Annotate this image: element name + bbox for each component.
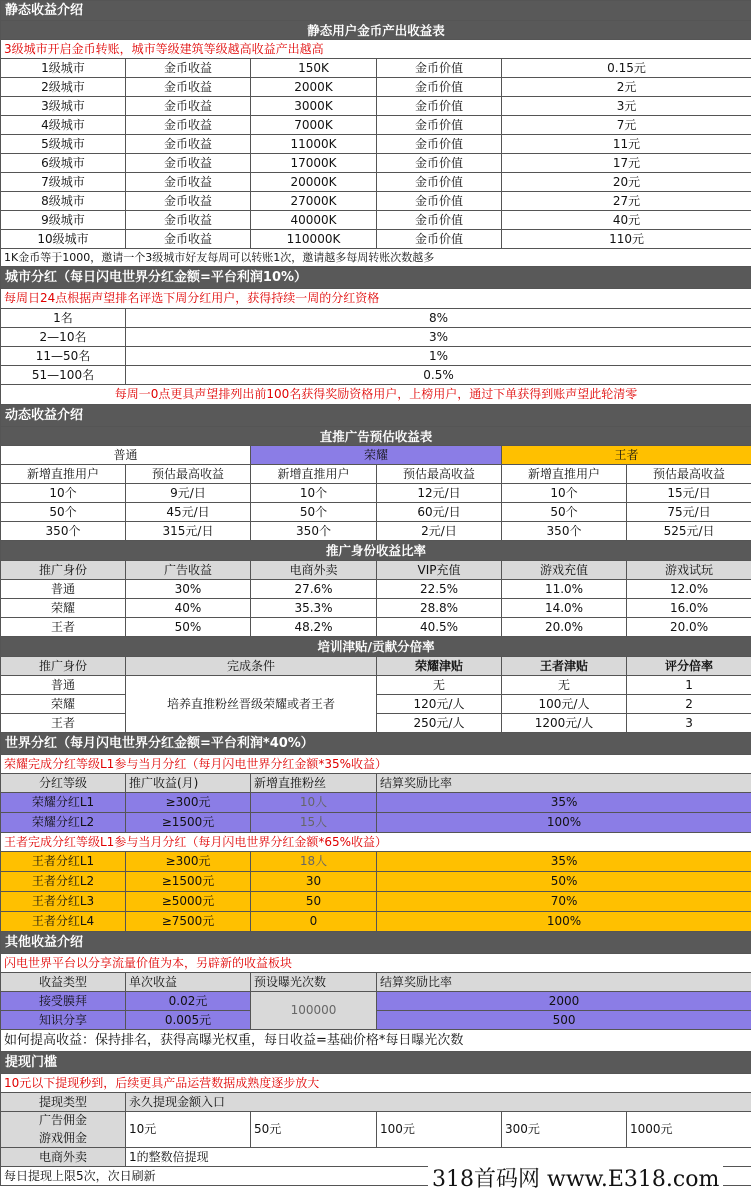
training-header: 荣耀津贴 bbox=[377, 657, 502, 676]
training-cell: 100元/人 bbox=[502, 695, 627, 714]
value-label: 金币价值 bbox=[377, 97, 502, 116]
col-max-income: 预估最高收益 bbox=[126, 465, 251, 484]
gold-label: 金币收益 bbox=[126, 59, 251, 78]
new-direct-value: 10个 bbox=[1, 484, 126, 503]
gold-value: 7元 bbox=[502, 116, 751, 135]
city-level: 4级城市 bbox=[1, 116, 126, 135]
dividend-header: 结算奖励比率 bbox=[377, 774, 751, 793]
ratio-header: 广告收益 bbox=[126, 561, 251, 580]
dividend-level: 荣耀分红L2 bbox=[1, 813, 126, 833]
dividend-income: ≥300元 bbox=[126, 793, 251, 813]
training-cell: 120元/人 bbox=[377, 695, 502, 714]
king-dividend-rows bbox=[1, 852, 751, 932]
dividend-ratio: 50% bbox=[377, 872, 751, 892]
city-dividend-heading: 城市分红（每日闪电世界分红金额=平台利润10%） bbox=[1, 267, 751, 289]
value-label: 金币价值 bbox=[377, 192, 502, 211]
training-cell: 1 bbox=[627, 676, 751, 695]
dividend-ratio: 35% bbox=[377, 793, 751, 813]
max-income-value: 525元/日 bbox=[627, 522, 751, 541]
withdraw-amount: 10元 bbox=[126, 1112, 251, 1148]
dividend-income: ≥7500元 bbox=[126, 912, 251, 932]
table-row bbox=[1, 618, 751, 637]
other-header: 单次收益 bbox=[126, 973, 251, 992]
value-label: 金币价值 bbox=[377, 135, 502, 154]
gold-label: 金币收益 bbox=[126, 230, 251, 249]
dividend-level: 王者分红L3 bbox=[1, 892, 126, 912]
training-title: 培训津贴/贡献分倍率 bbox=[1, 637, 751, 657]
dividend-income: ≥300元 bbox=[126, 852, 251, 872]
max-income-value: 60元/日 bbox=[377, 503, 502, 522]
identity-name: 荣耀 bbox=[1, 599, 126, 618]
table-row bbox=[1, 173, 751, 192]
ratio-value: 20.0% bbox=[627, 618, 751, 637]
new-direct-value: 10个 bbox=[251, 484, 377, 503]
ratio-header: VIP充值 bbox=[377, 561, 502, 580]
static-note-red: 3级城市开启金币转账，城市等级建筑等级越高收益产出越高 bbox=[1, 40, 751, 59]
table-row bbox=[1, 78, 751, 97]
withdraw-note: 每日提现上限5次，次日刷新 bbox=[1, 1167, 751, 1186]
rank-ratio: 1% bbox=[126, 347, 751, 366]
ratio-value: 16.0% bbox=[627, 599, 751, 618]
new-direct-value: 50个 bbox=[1, 503, 126, 522]
other-header: 结算奖励比率 bbox=[377, 973, 751, 992]
table-row bbox=[1, 116, 751, 135]
city-level: 1级城市 bbox=[1, 59, 126, 78]
value-label: 金币价值 bbox=[377, 78, 502, 97]
dividend-ratio: 100% bbox=[377, 912, 751, 932]
withdraw-heading: 提现门槛 bbox=[1, 1052, 751, 1074]
ratio-value: 14.0% bbox=[502, 599, 627, 618]
training-header: 完成条件 bbox=[126, 657, 377, 676]
training-header: 王者津贴 bbox=[502, 657, 627, 676]
ratio-value: 27.6% bbox=[251, 580, 377, 599]
training-cell: 1200元/人 bbox=[502, 714, 627, 733]
table-row bbox=[1, 309, 751, 328]
withdraw-amount: 50元 bbox=[251, 1112, 377, 1148]
gold-amount: 40000K bbox=[251, 211, 377, 230]
new-direct-value: 50个 bbox=[502, 503, 627, 522]
gold-label: 金币收益 bbox=[126, 135, 251, 154]
gold-amount: 110000K bbox=[251, 230, 377, 249]
dividend-header: 分红等级 bbox=[1, 774, 126, 793]
withdraw-type: 广告佣金 bbox=[39, 1113, 87, 1127]
new-direct-value: 350个 bbox=[251, 522, 377, 541]
value-label: 金币价值 bbox=[377, 230, 502, 249]
dividend-level: 王者分红L2 bbox=[1, 872, 126, 892]
max-income-value: 2元/日 bbox=[377, 522, 502, 541]
max-income-value: 75元/日 bbox=[627, 503, 751, 522]
table-row bbox=[1, 561, 751, 580]
ratio-header: 推广身份 bbox=[1, 561, 126, 580]
gold-value: 11元 bbox=[502, 135, 751, 154]
value-label: 金币价值 bbox=[377, 173, 502, 192]
new-direct-value: 350个 bbox=[1, 522, 126, 541]
dividend-header: 推广收益(月) bbox=[126, 774, 251, 793]
other-header: 预设曝光次数 bbox=[251, 973, 377, 992]
ratio-value: 28.8% bbox=[377, 599, 502, 618]
gold-amount: 17000K bbox=[251, 154, 377, 173]
new-direct-value: 350个 bbox=[502, 522, 627, 541]
glory-note-red: 荣耀完成分红等级L1参与当月分红（每月闪电世界分红金额*35%收益） bbox=[1, 755, 751, 774]
dividend-fans: 10人 bbox=[251, 793, 377, 813]
withdraw-type: 游戏佣金 bbox=[39, 1131, 87, 1145]
city-level: 5级城市 bbox=[1, 135, 126, 154]
gold-label: 金币收益 bbox=[126, 211, 251, 230]
gold-value: 0.15元 bbox=[502, 59, 751, 78]
rank-range: 51—100名 bbox=[1, 366, 126, 385]
rank-ratio: 0.5% bbox=[126, 366, 751, 385]
col-max-income: 预估最高收益 bbox=[377, 465, 502, 484]
static-income-heading: 静态收益介绍 bbox=[1, 1, 751, 21]
table-row bbox=[1, 522, 751, 541]
dividend-income: ≥5000元 bbox=[126, 892, 251, 912]
city-level: 6级城市 bbox=[1, 154, 126, 173]
city-level: 2级城市 bbox=[1, 78, 126, 97]
rank-range: 11—50名 bbox=[1, 347, 126, 366]
other-exposure: 100000 bbox=[251, 992, 377, 1030]
other-note-red: 闪电世界平台以分享流量价值为本，另辟新的收益板块 bbox=[1, 954, 751, 973]
table-row bbox=[1, 366, 751, 385]
value-label: 金币价值 bbox=[377, 154, 502, 173]
table-row bbox=[1, 872, 751, 892]
gold-label: 金币收益 bbox=[126, 78, 251, 97]
withdraw-types bbox=[1, 1112, 126, 1148]
max-income-value: 45元/日 bbox=[126, 503, 251, 522]
gold-amount: 3000K bbox=[251, 97, 377, 116]
withdraw-amount: 1000元 bbox=[627, 1112, 751, 1148]
training-identity: 王者 bbox=[1, 714, 126, 733]
table-row bbox=[1, 154, 751, 173]
world-dividend-heading: 世界分红（每月闪电世界分红金额=平台利润*40%） bbox=[1, 733, 751, 755]
gold-amount: 11000K bbox=[251, 135, 377, 154]
city-level: 9级城市 bbox=[1, 211, 126, 230]
glory-dividend-rows bbox=[1, 793, 751, 833]
table-row bbox=[1, 328, 751, 347]
other-ratio: 500 bbox=[377, 1011, 751, 1030]
value-label: 金币价值 bbox=[377, 116, 502, 135]
withdraw-entry-header: 永久提现金额入口 bbox=[126, 1093, 751, 1112]
max-income-value: 15元/日 bbox=[627, 484, 751, 503]
gold-label: 金币收益 bbox=[126, 192, 251, 211]
withdraw-ecom-type: 电商外卖 bbox=[1, 1148, 126, 1167]
new-direct-value: 10个 bbox=[502, 484, 627, 503]
gold-label: 金币收益 bbox=[126, 154, 251, 173]
city-level: 7级城市 bbox=[1, 173, 126, 192]
dividend-fans: 18人 bbox=[251, 852, 377, 872]
other-single: 0.02元 bbox=[126, 992, 251, 1011]
training-condition: 培养直推粉丝晋级荣耀或者王者 bbox=[126, 676, 377, 733]
training-cell: 250元/人 bbox=[377, 714, 502, 733]
rank-range: 1名 bbox=[1, 309, 126, 328]
tier-normal-header: 普通 bbox=[1, 446, 251, 465]
gold-amount: 27000K bbox=[251, 192, 377, 211]
dividend-fans: 0 bbox=[251, 912, 377, 932]
static-table-title: 静态用户金币产出收益表 bbox=[1, 21, 751, 40]
dividend-level: 王者分红L1 bbox=[1, 852, 126, 872]
table-row bbox=[1, 852, 751, 872]
withdraw-note-red: 10元以下提现秒到，后续更具产品运营数据成熟度逐步放大 bbox=[1, 1074, 751, 1093]
training-identity: 普通 bbox=[1, 676, 126, 695]
dividend-fans: 30 bbox=[251, 872, 377, 892]
rank-dividend-table bbox=[1, 309, 751, 385]
table-row bbox=[1, 59, 751, 78]
table-row bbox=[1, 211, 751, 230]
col-new-direct: 新增直推用户 bbox=[251, 465, 377, 484]
dividend-header: 新增直推粉丝 bbox=[251, 774, 377, 793]
rank-ratio: 8% bbox=[126, 309, 751, 328]
table-row bbox=[1, 599, 751, 618]
table-row bbox=[1, 347, 751, 366]
rank-ratio: 3% bbox=[126, 328, 751, 347]
table-row bbox=[1, 793, 751, 813]
ratio-value: 12.0% bbox=[627, 580, 751, 599]
table-row bbox=[1, 230, 751, 249]
withdraw-amount: 300元 bbox=[502, 1112, 627, 1148]
other-income-heading: 其他收益介绍 bbox=[1, 932, 751, 954]
gold-label: 金币收益 bbox=[126, 116, 251, 135]
table-row bbox=[1, 892, 751, 912]
direct-ad-table-title: 直推广告预估收益表 bbox=[1, 427, 751, 446]
ratio-value: 35.3% bbox=[251, 599, 377, 618]
gold-value: 27元 bbox=[502, 192, 751, 211]
dividend-level: 王者分红L4 bbox=[1, 912, 126, 932]
other-ratio: 2000 bbox=[377, 992, 751, 1011]
table-row bbox=[1, 97, 751, 116]
ratio-header: 游戏充值 bbox=[502, 561, 627, 580]
promo-ratio-table bbox=[1, 561, 751, 637]
ratio-value: 22.5% bbox=[377, 580, 502, 599]
dividend-level: 荣耀分红L1 bbox=[1, 793, 126, 813]
city-level: 8级城市 bbox=[1, 192, 126, 211]
rank-range: 2—10名 bbox=[1, 328, 126, 347]
ratio-value: 11.0% bbox=[502, 580, 627, 599]
tier-king-header: 王者 bbox=[502, 446, 751, 465]
gold-value: 110元 bbox=[502, 230, 751, 249]
value-label: 金币价值 bbox=[377, 211, 502, 230]
dynamic-income-heading: 动态收益介绍 bbox=[1, 405, 751, 427]
ratio-value: 30% bbox=[126, 580, 251, 599]
training-header: 评分倍率 bbox=[627, 657, 751, 676]
site-watermark: 318首码网 www.E318.com bbox=[428, 1162, 723, 1193]
identity-name: 王者 bbox=[1, 618, 126, 637]
gold-amount: 7000K bbox=[251, 116, 377, 135]
king-note-red: 王者完成分红等级L1参与当月分红（每月闪电世界分红金额*65%收益） bbox=[1, 833, 751, 852]
gold-amount: 2000K bbox=[251, 78, 377, 97]
ratio-value: 40% bbox=[126, 599, 251, 618]
col-max-income: 预估最高收益 bbox=[627, 465, 751, 484]
city-dividend-note-red2: 每周一0点更具声望排列出前100名获得奖励资格用户，上榜用户，通过下单获得到账声望此轮清零 bbox=[1, 385, 751, 405]
ratio-header: 游戏试玩 bbox=[627, 561, 751, 580]
col-new-direct: 新增直推用户 bbox=[1, 465, 126, 484]
promo-ratio-title: 推广身份收益比率 bbox=[1, 541, 751, 561]
ratio-value: 40.5% bbox=[377, 618, 502, 637]
dividend-ratio: 35% bbox=[377, 852, 751, 872]
max-income-value: 315元/日 bbox=[126, 522, 251, 541]
dividend-ratio: 100% bbox=[377, 813, 751, 833]
other-type: 接受膜拜 bbox=[1, 992, 126, 1011]
training-cell: 3 bbox=[627, 714, 751, 733]
gold-label: 金币收益 bbox=[126, 173, 251, 192]
table-row bbox=[1, 580, 751, 599]
identity-name: 普通 bbox=[1, 580, 126, 599]
other-single: 0.005元 bbox=[126, 1011, 251, 1030]
city-level: 10级城市 bbox=[1, 230, 126, 249]
table-row bbox=[1, 503, 751, 522]
city-dividend-note-red: 每周日24点根据声望排名评选下周分红用户，获得持续一周的分红资格 bbox=[1, 289, 751, 309]
static-note: 1K金币等于1000，邀请一个3级城市好友每周可以转账1次，邀请越多每周转账次数越多 bbox=[1, 249, 751, 267]
city-level: 3级城市 bbox=[1, 97, 126, 116]
withdraw-amount: 100元 bbox=[377, 1112, 502, 1148]
gold-value: 2元 bbox=[502, 78, 751, 97]
tier-glory-header: 荣耀 bbox=[251, 446, 502, 465]
table-row bbox=[1, 135, 751, 154]
direct-ad-rows bbox=[1, 484, 751, 541]
ratio-value: 48.2% bbox=[251, 618, 377, 637]
gold-amount: 150K bbox=[251, 59, 377, 78]
gold-value: 17元 bbox=[502, 154, 751, 173]
max-income-value: 9元/日 bbox=[126, 484, 251, 503]
gold-value: 20元 bbox=[502, 173, 751, 192]
withdraw-ecom-rule: 1的整数倍提现 bbox=[126, 1148, 751, 1167]
training-cell: 无 bbox=[377, 676, 502, 695]
withdraw-type-header: 提现类型 bbox=[1, 1093, 126, 1112]
training-cell: 无 bbox=[502, 676, 627, 695]
training-cell: 2 bbox=[627, 695, 751, 714]
other-type: 知识分享 bbox=[1, 1011, 126, 1030]
dividend-income: ≥1500元 bbox=[126, 813, 251, 833]
dividend-fans: 50 bbox=[251, 892, 377, 912]
max-income-value: 12元/日 bbox=[377, 484, 502, 503]
table-row bbox=[1, 813, 751, 833]
gold-value: 3元 bbox=[502, 97, 751, 116]
gold-value: 40元 bbox=[502, 211, 751, 230]
gold-label: 金币收益 bbox=[126, 97, 251, 116]
gold-amount: 20000K bbox=[251, 173, 377, 192]
table-row bbox=[1, 192, 751, 211]
ratio-value: 20.0% bbox=[502, 618, 627, 637]
training-header: 推广身份 bbox=[1, 657, 126, 676]
city-gold-table bbox=[1, 59, 751, 249]
table-row bbox=[1, 912, 751, 932]
training-identity: 荣耀 bbox=[1, 695, 126, 714]
ratio-value: 50% bbox=[126, 618, 251, 637]
dividend-fans: 15人 bbox=[251, 813, 377, 833]
ratio-header: 电商外卖 bbox=[251, 561, 377, 580]
col-new-direct: 新增直推用户 bbox=[502, 465, 627, 484]
dividend-ratio: 70% bbox=[377, 892, 751, 912]
new-direct-value: 50个 bbox=[251, 503, 377, 522]
other-header: 收益类型 bbox=[1, 973, 126, 992]
other-note: 如何提高收益：保持排名，获得高曝光权重，每日收益=基础价格*每日曝光次数 bbox=[1, 1030, 751, 1052]
dividend-income: ≥1500元 bbox=[126, 872, 251, 892]
value-label: 金币价值 bbox=[377, 59, 502, 78]
table-row bbox=[1, 484, 751, 503]
